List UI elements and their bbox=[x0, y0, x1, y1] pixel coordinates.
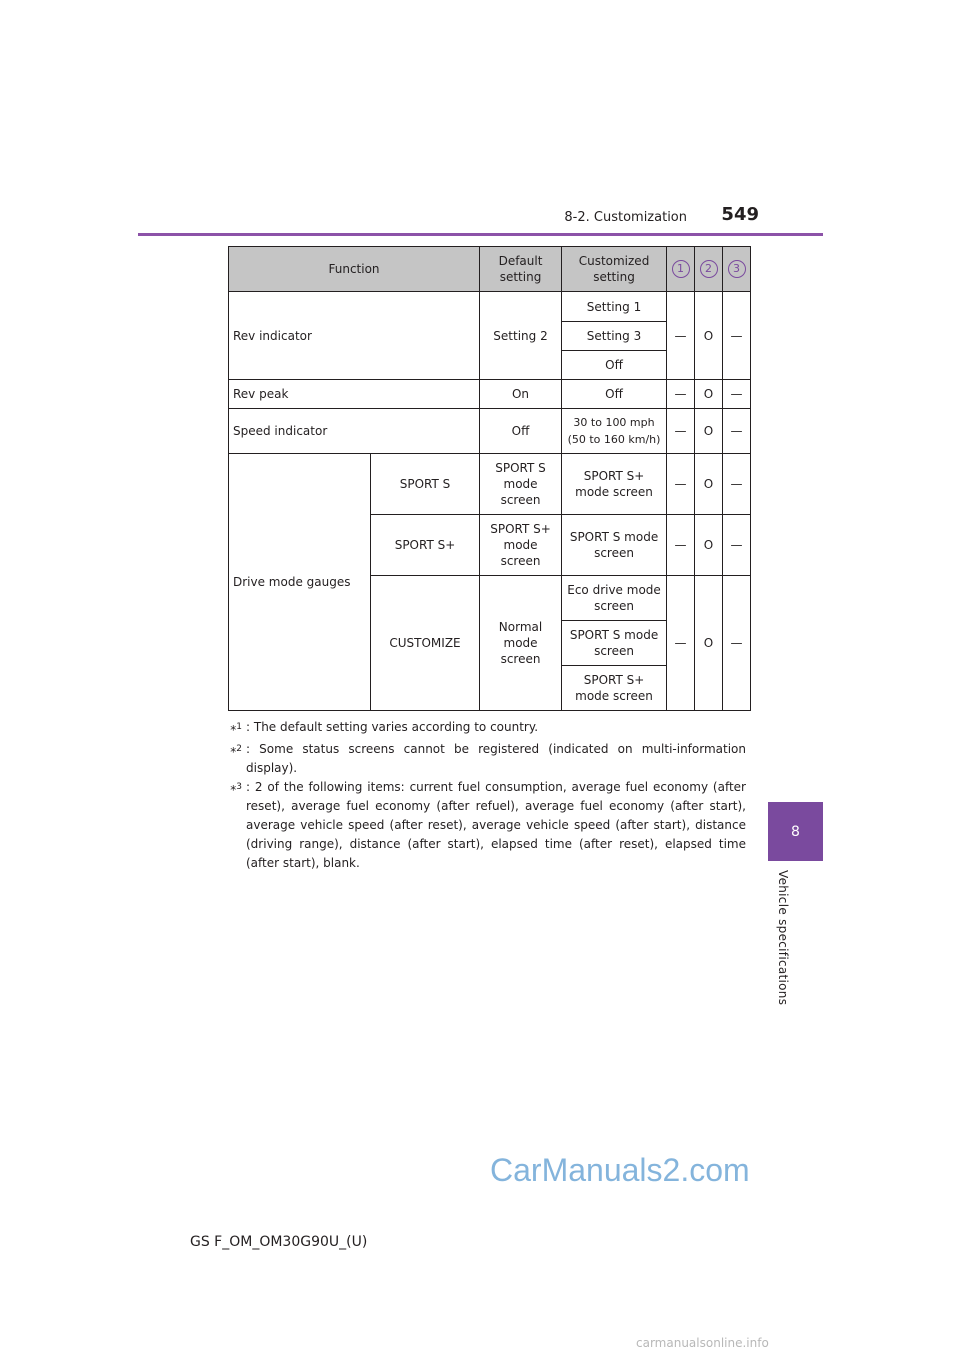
column-2-icon: 2 bbox=[700, 260, 718, 278]
table-header-row bbox=[229, 247, 751, 292]
column-1-icon: 1 bbox=[672, 260, 690, 278]
chapter-tab: 8 bbox=[768, 802, 823, 861]
footnote-mark: *$^1$ bbox=[230, 722, 242, 737]
page-number: 549 bbox=[721, 204, 759, 225]
chapter-label: Vehicle specifications bbox=[776, 870, 790, 1006]
site-watermark: carmanualsonline.info bbox=[636, 1336, 769, 1350]
footnote bbox=[214, 778, 746, 873]
col1-cell: — bbox=[667, 515, 695, 576]
col1-cell: — bbox=[667, 454, 695, 515]
col3-cell: — bbox=[723, 409, 751, 454]
col2-cell: O bbox=[695, 515, 723, 576]
mode-cell: SPORT S bbox=[371, 454, 480, 515]
footnote bbox=[214, 718, 746, 740]
custom-cell: SPORT S+ mode screen bbox=[562, 666, 667, 711]
custom-cell: Off bbox=[562, 351, 667, 380]
mode-cell: CUSTOMIZE bbox=[371, 576, 480, 711]
function-cell: Rev peak bbox=[229, 380, 480, 409]
default-cell: SPORT S+ mode screen bbox=[480, 515, 562, 576]
footnote-text: : 2 of the following items: current fuel consumption, average fuel economy (after reset), average fuel economy (after refuel), average fuel economy (after start), average vehicle speed (after reset), average vehicle speed (after start), distance (driving range), distance (after start), elapsed time (after reset), elapsed time (after start), blank. bbox=[246, 780, 746, 870]
header-rule bbox=[138, 233, 823, 236]
mode-cell: SPORT S+ bbox=[371, 515, 480, 576]
column-3-icon: 3 bbox=[728, 260, 746, 278]
col3-cell: — bbox=[723, 292, 751, 380]
col3-cell: — bbox=[723, 380, 751, 409]
custom-cell: SPORT S+ mode screen bbox=[562, 454, 667, 515]
document-code: GS F_OM_OM30G90U_(U) bbox=[190, 1234, 368, 1250]
table-row bbox=[229, 409, 751, 454]
col3-cell: — bbox=[723, 576, 751, 711]
custom-cell: Eco drive mode screen bbox=[562, 576, 667, 621]
default-cell: Setting 2 bbox=[480, 292, 562, 380]
table-row bbox=[229, 454, 751, 515]
col3-cell: — bbox=[723, 454, 751, 515]
col3-cell: — bbox=[723, 515, 751, 576]
custom-cell: SPORT S mode screen bbox=[562, 515, 667, 576]
function-cell: Speed indicator bbox=[229, 409, 480, 454]
col2-cell: O bbox=[695, 454, 723, 515]
custom-cell: Setting 1 bbox=[562, 292, 667, 322]
custom-cell: SPORT S mode screen bbox=[562, 621, 667, 666]
watermark-logo: CarManuals2.com bbox=[490, 1152, 750, 1188]
col2-cell: O bbox=[695, 409, 723, 454]
custom-cell bbox=[562, 409, 667, 454]
col1-cell: — bbox=[667, 292, 695, 380]
footnote-mark: *$^3$ bbox=[230, 782, 242, 797]
col2-cell: O bbox=[695, 576, 723, 711]
function-cell: Drive mode gauges bbox=[229, 454, 371, 711]
custom-cell: Setting 3 bbox=[562, 322, 667, 351]
table-row bbox=[229, 292, 751, 322]
header-default: Default setting bbox=[480, 247, 562, 292]
custom-line: 30 to 100 mph bbox=[573, 416, 655, 429]
header-function: Function bbox=[229, 247, 480, 292]
col2-cell: O bbox=[695, 380, 723, 409]
footnote-mark: *$^2$ bbox=[230, 744, 242, 759]
customization-table bbox=[228, 246, 751, 711]
custom-cell: Off bbox=[562, 380, 667, 409]
default-cell: Off bbox=[480, 409, 562, 454]
default-cell: On bbox=[480, 380, 562, 409]
col1-cell: — bbox=[667, 380, 695, 409]
col1-cell: — bbox=[667, 409, 695, 454]
header-customized: Customized setting bbox=[562, 247, 667, 292]
footnote-text: : The default setting varies according to country. bbox=[246, 720, 539, 734]
default-cell: SPORT S mode screen bbox=[480, 454, 562, 515]
footnote-text: : Some status screens cannot be registered (indicated on multi-information display). bbox=[246, 742, 746, 775]
section-title: 8-2. Customization bbox=[564, 210, 687, 225]
footnote bbox=[214, 740, 746, 778]
table-row bbox=[229, 380, 751, 409]
custom-line: (50 to 160 km/h) bbox=[567, 433, 661, 446]
default-cell: Normal mode screen bbox=[480, 576, 562, 711]
page-header bbox=[138, 200, 823, 236]
col1-cell: — bbox=[667, 576, 695, 711]
col2-cell: O bbox=[695, 292, 723, 380]
footnotes bbox=[214, 718, 746, 873]
function-cell: Rev indicator bbox=[229, 292, 480, 380]
